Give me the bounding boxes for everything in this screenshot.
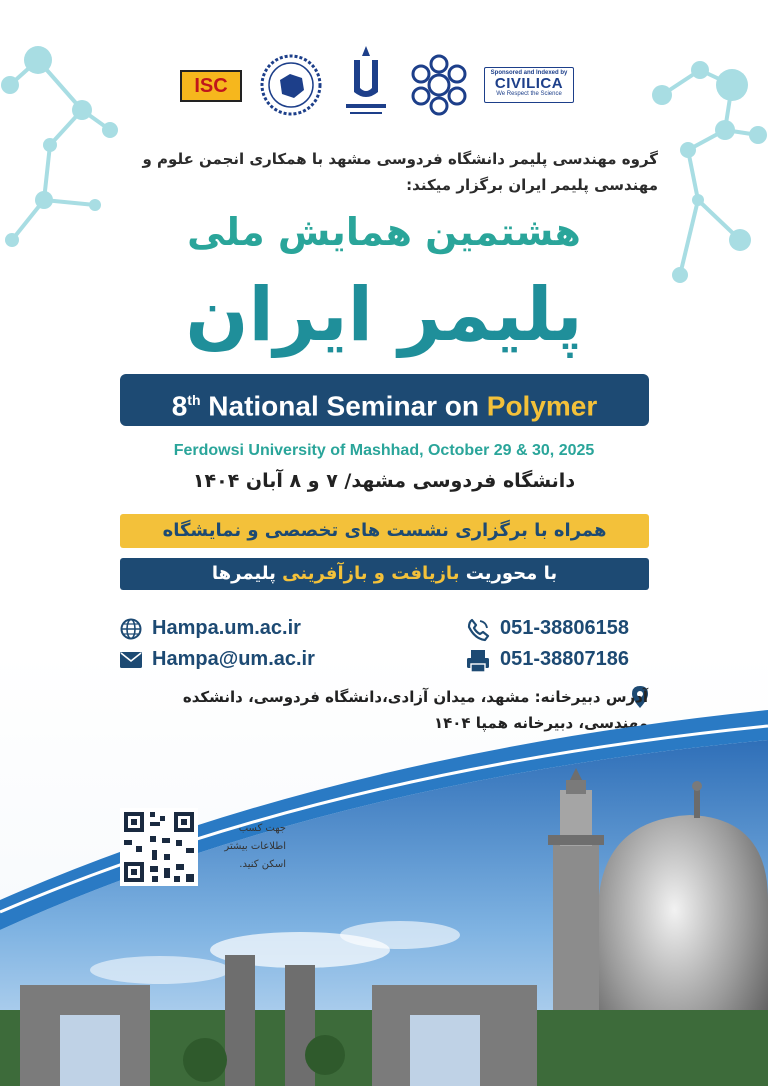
phone-icon — [466, 618, 490, 642]
theme-band: با محوریت بازیافت و بازآفرینی پلیمرها — [120, 558, 649, 590]
address-text: آدرس دبیرخانه: مشهد، میدان آزادی،دانشگاه فردوسی، دانشکده مهندسی، دبیرخانه همپا ۱۴۰۴ — [182, 688, 648, 732]
mail-icon — [120, 652, 142, 668]
qr-caption: جهت کسب اطلاعات بیشتر اسکن کنید. — [224, 823, 286, 870]
globe-icon — [120, 618, 142, 640]
qr-code-icon[interactable] — [120, 808, 198, 886]
isc-logo: ISC — [180, 70, 242, 102]
sponsor-logos — [170, 40, 590, 120]
civilica-logo: Sponsored and Indexed by CIVILICA We Respect the Science — [484, 67, 574, 103]
molecule-right-icon — [640, 0, 768, 310]
sessions-band: همراه با برگزاری نشست های تخصصی و نمایشگاه — [120, 514, 649, 548]
title-line-2: پلیمر ایران — [185, 272, 583, 358]
phone-contact — [466, 617, 629, 640]
email-link[interactable]: Hampa@um.ac.ir — [152, 648, 315, 670]
fax-number[interactable]: 051-38807186 — [500, 648, 630, 670]
phone-number[interactable]: 051-38806158 — [500, 617, 630, 639]
ferdowsi-university-logo-icon — [340, 44, 392, 120]
fax-icon — [466, 649, 490, 673]
university-date-en: Ferdowsi University of Mashhad, October 29 & 30, 2025 — [173, 442, 595, 459]
website-contact — [120, 617, 301, 640]
polymer-society-logo-icon — [260, 54, 322, 116]
title-line-1: هشتمین همایش ملی — [187, 210, 581, 254]
fax-contact — [466, 648, 629, 671]
university-date-fa: دانشگاه فردوسی مشهد/ ۷ و ۸ آبان ۱۴۰۴ — [192, 470, 576, 492]
conference-logo-icon — [406, 52, 472, 118]
english-title-band: 8th National Seminar on Polymer — [120, 374, 649, 426]
campus-and-shrine-scene — [0, 700, 768, 1086]
email-contact — [120, 648, 315, 671]
website-link[interactable]: Hampa.um.ac.ir — [152, 617, 301, 639]
intro-text: گروه مهندسی پلیمر دانشگاه فردوسی مشهد با همکاری انجمن علوم و مهندسی پلیمر ایران برگزار میکند: — [142, 150, 658, 194]
